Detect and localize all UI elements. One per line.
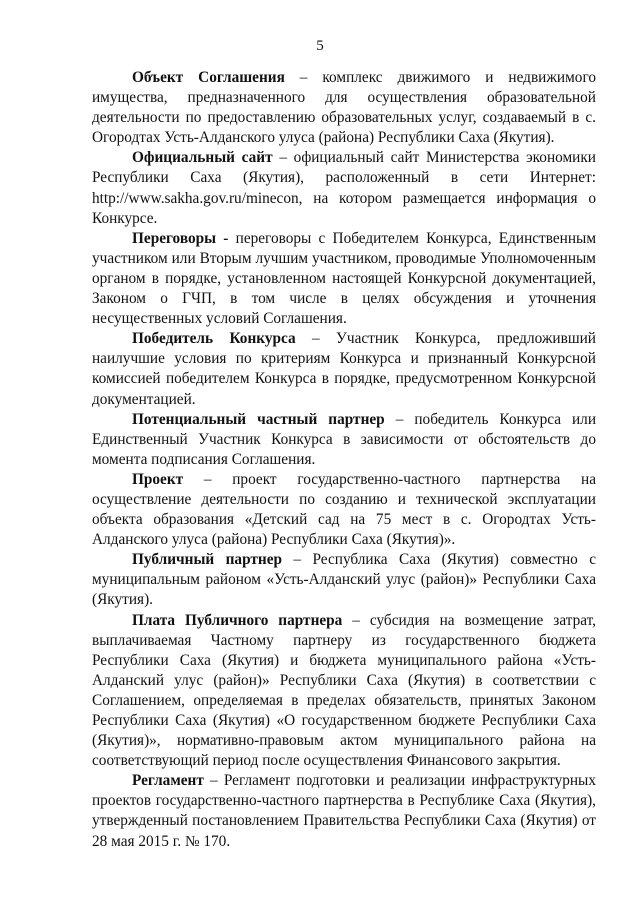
- definition-contest-winner: [92, 329, 596, 409]
- definition-term: Проект: [132, 470, 184, 488]
- definition-text: – официальный сайт Министерства экономики Республики Саха (Якутия), расположенный в сети Интернет: http://www.sakha.gov.ru/minecon, на котором размещается информация о Конкурсе.: [92, 149, 596, 227]
- definition-term: Переговоры -: [132, 229, 229, 247]
- page-number: 5: [316, 38, 324, 54]
- definition-term: Публичный партнер: [132, 551, 283, 569]
- definition-term: Официальный сайт: [132, 149, 273, 167]
- definition-term: Плата Публичного партнера: [132, 611, 343, 629]
- definition-text: – комплекс движимого и недвижимого имущества, предназначенного для осуществления образовательной деятельности по предоставлению образовательных услуг, создаваемый в с. Огородтах Усть-Алданского улуса (района) Республики Саха (Якутия).: [92, 69, 596, 147]
- definition-potential-private-partner: [92, 410, 596, 470]
- definition-text: – проект государственно-частного партнерства на осуществление деятельности по созданию и технической эксплуатации объекта образования «Детский сад на 75 мест в с. Огородтах Усть-Алданского улуса (района) Республики Саха (Якутия)».: [92, 470, 596, 549]
- definition-official-site: [92, 148, 596, 228]
- definition-text: – Регламент подготовки и реализации инфраструктурных проектов государственно-частного партнерства в Республике Саха (Якутия), утвержденный постановлением Правительства Республики Саха (Якутия) от 28 мая 2015 г. № 170.: [92, 772, 596, 850]
- definition-object-of-agreement: [92, 68, 596, 148]
- definition-text: – Республика Саха (Якутия) совместно с муниципальным районом «Усть-Алданский улус (район)» Республики Саха (Якутия).: [92, 551, 596, 609]
- definition-term: Победитель Конкурса: [132, 330, 296, 348]
- definition-regulation: [92, 771, 596, 851]
- definition-text: переговоры с Победителем Конкурса, Единственным участником или Вторым лучшим участником, проводимые Уполномоченным органом в порядке, установленном настоящей Конкурсной документацией, Законом о ГЧП, в том числе в целях обсуждения и уточнения несущественных условий Соглашения.: [92, 229, 596, 328]
- definition-term: Объект Соглашения: [132, 69, 285, 86]
- definition-term: Потенциальный частный партнер: [132, 410, 385, 428]
- definition-term: Регламент: [132, 772, 204, 790]
- definition-project: [92, 470, 596, 550]
- definition-public-partner: [92, 550, 596, 610]
- definition-public-partner-payment: [92, 611, 596, 772]
- definition-text: – субсидия на возмещение затрат, выплачиваемая Частному партнеру из государственного бюджета Республики Саха (Якутия) и бюджета муниципального района «Усть-Алданский улус (район)» Республики Саха (Якутия) в соответствии с Соглашением, определяемая в пределах обязательств, принятых Законом Республики Саха (Якутия) «О государственном бюджете Республики Саха (Якутия)», нормативно-правовым актом муниципального района на соответствующий период после осуществления Финансового закрытия.: [92, 611, 596, 770]
- definitions-list: [92, 68, 596, 852]
- definition-text: – победитель Конкурса или Единственный Участник Конкурса в зависимости от обстоятельств до момента подписания Соглашения.: [92, 410, 596, 468]
- definition-negotiations: [92, 229, 596, 329]
- definition-text: – Участник Конкурса, предложивший наилучшие условия по критериям Конкурса и признанный Конкурсной комиссией победителем Конкурса в порядке, предусмотренном Конкурсной документацией.: [92, 330, 596, 408]
